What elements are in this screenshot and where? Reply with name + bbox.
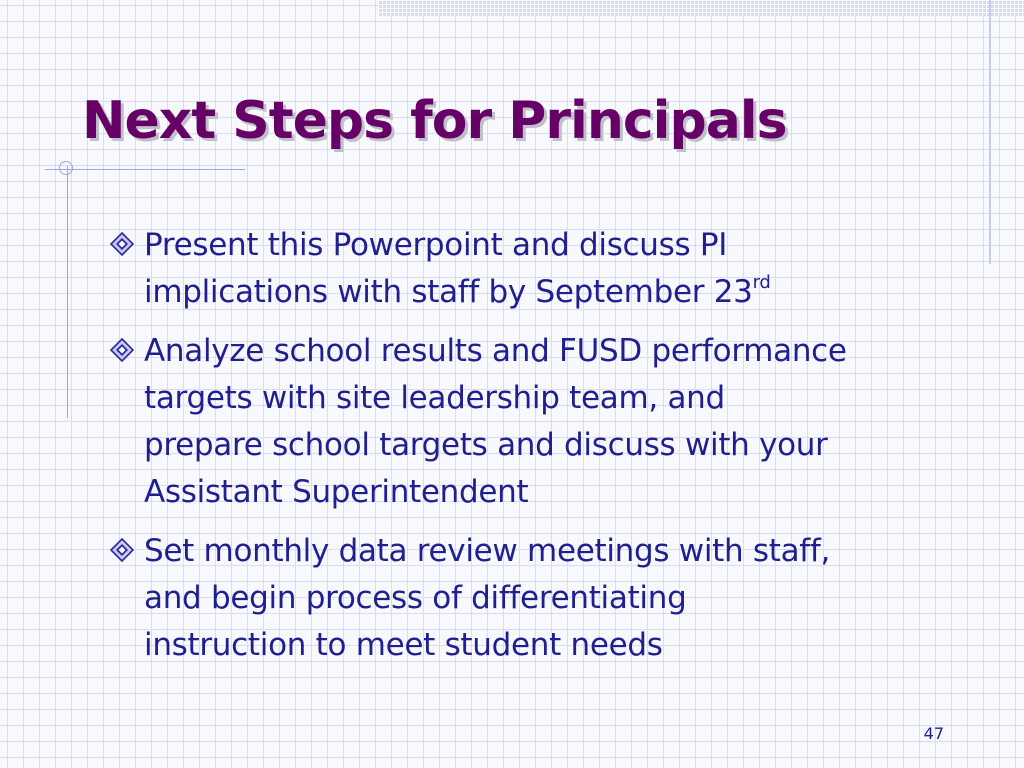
bullet-item xyxy=(108,528,968,669)
right-accent-line xyxy=(989,0,991,264)
diamond-bullet-icon xyxy=(110,538,134,562)
ordinal-suffix: rd xyxy=(752,272,771,293)
diamond-bullet-icon xyxy=(110,232,134,256)
bullet-item xyxy=(108,222,968,316)
page-number: 47 xyxy=(923,724,944,743)
diamond-bullet-icon xyxy=(110,338,134,362)
header-pattern-band xyxy=(378,0,1024,16)
bullet-text: Analyze school results and FUSD performance targets with site leadership team, and prepare school targets and discuss with your Assistant Superintendent xyxy=(144,333,847,510)
left-accent-line xyxy=(67,166,68,418)
bullet-text: Set monthly data review meetings with staff, and begin process of differentiating instruction to meet student needs xyxy=(144,533,831,663)
title-underline xyxy=(45,169,245,170)
bullet-item xyxy=(108,328,968,516)
bullet-list xyxy=(108,222,968,681)
crosshair-circle-icon xyxy=(59,161,73,175)
slide-title: Next Steps for Principals xyxy=(82,91,787,151)
bullet-text: Present this Powerpoint and discuss PI implications with staff by September 23 xyxy=(144,227,753,310)
